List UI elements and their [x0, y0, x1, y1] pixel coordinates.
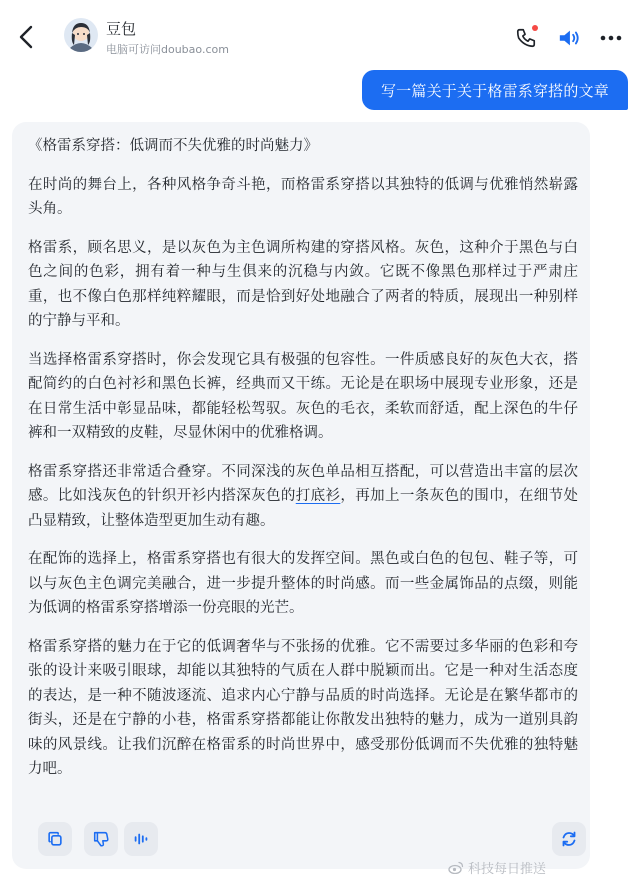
answer-paragraph: 格雷系，顾名思义，是以灰色为主色调所构建的穿搭风格。灰色，这种介于黑色与白色之间的色彩，拥有着一种与生俱来的沉稳与内敛。它既不像黑色那样过于严肃庄重，也不像白色那样纯粹耀眼，而是恰到好处地融合了两者的特质，展现出一种别样的宁静与平和。 — [28, 239, 578, 329]
speaker-icon — [557, 27, 581, 49]
speaker-button[interactable] — [555, 24, 583, 52]
read-aloud-button[interactable] — [124, 822, 158, 856]
watermark — [448, 858, 546, 877]
answer-paragraph: 格雷系穿搭的魅力在于它的低调奢华与不张扬的优雅。它不需要过多华丽的色彩和夸张的设计来吸引眼球，却能以其独特的气质在人群中脱颖而出。它是一种对生活态度的表达，是一种不随波逐流、追求内心宁静与品质的时尚选择。无论是在繁华都市的街头，还是在宁静的小巷，格雷系穿搭都能让你散发出独特的魅力，成为一道别具韵味的风景线。让我们沉醉在格雷系的时尚世界中，感受那份低调而不失优雅的独特魅力吧。 — [28, 638, 578, 777]
keyword-link[interactable]: 打底衫 — [295, 488, 341, 504]
chat-header — [0, 0, 640, 72]
user-message-bubble[interactable]: 写一篇关于关于格雷系穿搭的文章 — [362, 70, 628, 110]
back-button[interactable] — [12, 22, 40, 52]
avatar[interactable] — [64, 18, 98, 52]
answer-paragraph: 在时尚的舞台上，各种风格争奇斗艳，而格雷系穿搭以其独特的低调与优雅悄然崭露头角。 — [28, 176, 578, 217]
thumbs-down-icon — [92, 830, 110, 848]
notification-dot — [532, 25, 538, 31]
regenerate-button[interactable] — [552, 822, 586, 856]
answer-paragraph — [28, 460, 578, 534]
answer-paragraph: 当选择格雷系穿搭时，你会发现它具有极强的包容性。一件质感良好的灰色大衣，搭配简约的白色衬衫和黑色长裤，经典而又干练。无论是在职场中展现专业形象，还是在日常生活中彰显品味，都能轻松驾驭。灰色的毛衣，柔软而舒适，配上深色的牛仔裤和一双精致的皮鞋，尽显休闲中的优雅格调。 — [28, 351, 578, 441]
more-icon — [600, 35, 622, 41]
dislike-button[interactable] — [84, 822, 118, 856]
assistant-answer-card — [12, 122, 590, 869]
paragraph-text: 格雷系穿搭还非常适合叠穿。不同深浅的灰色单品相互搭配，可以营造出丰富的层次感。比如浅灰色的针织开衫内搭深灰色的 — [28, 463, 578, 504]
refresh-icon — [559, 829, 579, 849]
chevron-left-icon — [19, 25, 33, 49]
watermark-text: 科技每日推送 — [468, 862, 547, 877]
bot-subtitle: 电脑可访问doubao.com — [106, 43, 229, 56]
copy-button[interactable] — [38, 822, 72, 856]
phone-button[interactable] — [512, 24, 540, 52]
answer-body — [28, 134, 578, 796]
waveform-icon — [132, 830, 150, 848]
answer-paragraph: 在配饰的选择上，格雷系穿搭也有很大的发挥空间。黑色或白色的包包、鞋子等，可以与灰色主色调完美融合，进一步提升整体的时尚感。而一些金属饰品的点缀，则能为低调的格雷系穿搭增添一份亮眼的光芒。 — [28, 551, 578, 616]
bot-name: 豆包 — [106, 20, 137, 38]
more-button[interactable] — [597, 24, 625, 52]
paragraph-text: ，再加上一条灰色的围巾，在细节处凸显精致，让整体造型更加生动有趣。 — [28, 488, 578, 529]
copy-icon — [46, 830, 64, 848]
article-title: 《格雷系穿搭：低调而不失优雅的时尚魅力》 — [28, 138, 318, 154]
answer-actions — [24, 822, 578, 858]
weibo-logo-icon — [448, 861, 464, 874]
